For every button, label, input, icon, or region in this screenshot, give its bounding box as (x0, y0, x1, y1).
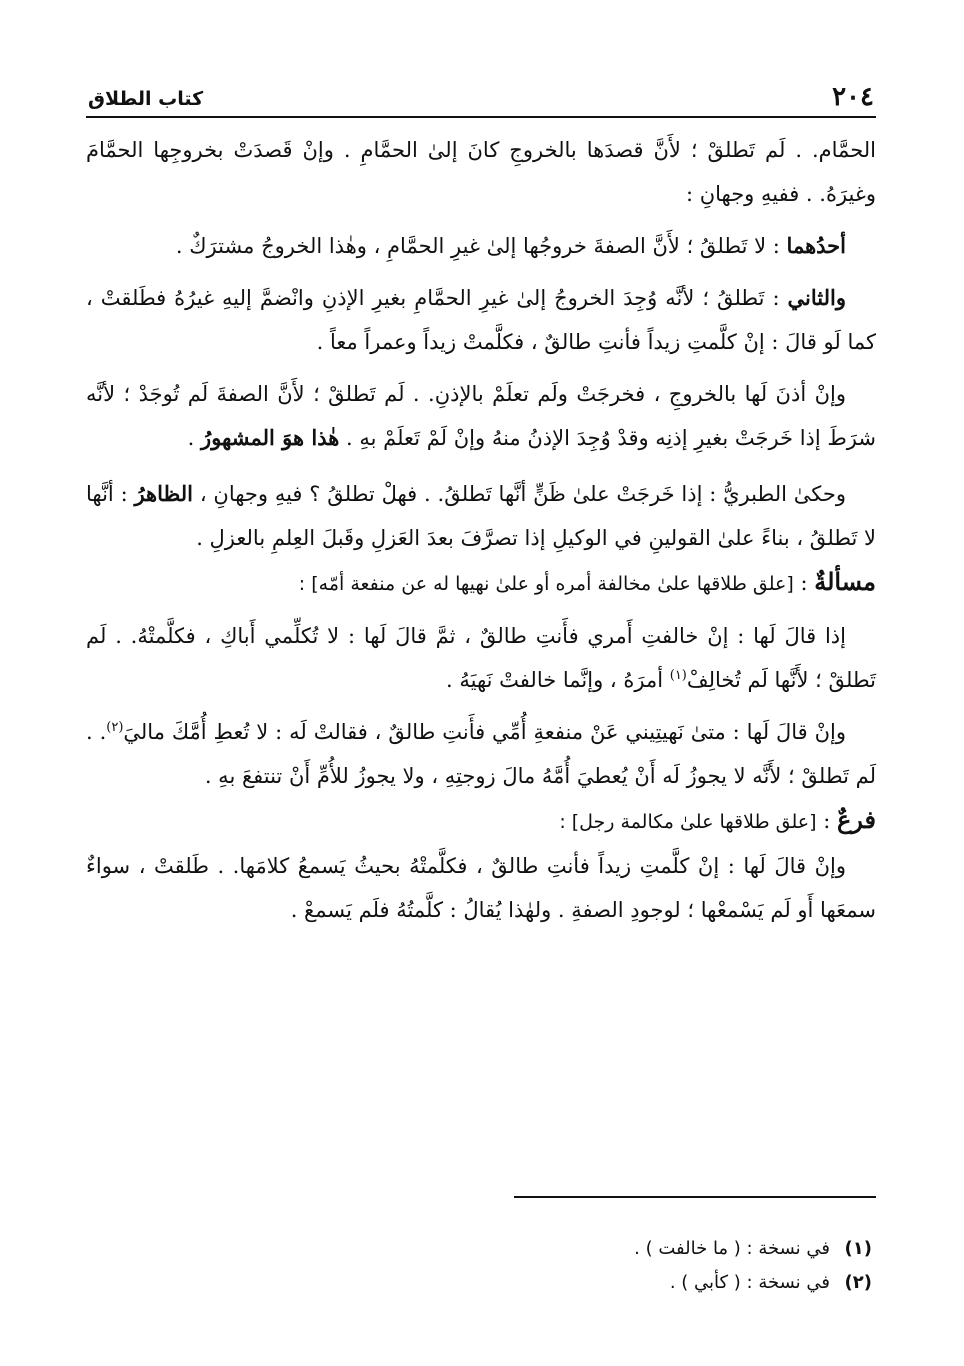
paragraph-text: الحمَّام. . لَم تَطلقْ ؛ لأَنَّ قصدَها بالخروجِ كانَ إلىٰ الحمَّامِ . وإنْ قَصدَتْ بخروجِها الحمَّامَ وغيرَهُ. . ففيهِ وجهانِ : (86, 138, 876, 206)
paragraph-text: وإنْ أذنَ لَها بالخروجِ ، فخرجَتْ ولَم تعلَمْ بالإذنِ. . لَم تَطلقْ ؛ لأَنَّ الصفةَ لَم تُوجَدْ ؛ لأنَّه شرَطَ إذا خَرجَتْ بغيرِ إذنِه وقدْ وُجِدَ الإذنُ منهُ وإنْ لَمْ تَعلَمْ بهِ . (86, 382, 876, 450)
footnote-ref[interactable]: (٢) (106, 720, 124, 735)
running-header (86, 82, 876, 118)
heading-text: [علق طلاقها علىٰ مخالفة أمره أو علىٰ نهيها له عن منفعة أمّه] : (298, 573, 794, 595)
paragraph (86, 276, 876, 364)
footnote-text: في نسخة : ( كأبي ) . (669, 1272, 830, 1293)
paragraph (86, 372, 876, 460)
term-mashhur: هٰذا هوَ المشهورُ (201, 425, 340, 450)
heading-colon: : (823, 809, 831, 833)
heading-keyword: فرعٌ (836, 805, 876, 834)
paragraph-text: . . لَم تَطلقْ ؛ لأَنَّه لا يجوزُ لَه أَنْ يُعطيَ أُمَّهُ مالَ زوجتِهِ ، ولا يجوزُ للأُمِّ أَنْ تنتفعَ بهِ . (86, 720, 876, 788)
paragraph (86, 614, 876, 702)
heading-text: [علق طلاقها علىٰ مكالمة رجل] : (559, 811, 817, 833)
book-title: كتاب الطلاق (88, 88, 204, 110)
heading-keyword: مسألةٌ (814, 567, 876, 596)
page-number: ٢٠٤ (832, 82, 874, 112)
paragraph-text: : أنَّها لا تَطلقُ ، بناءً علىٰ القولينِ في الوكيلِ إذا تصرَّفَ بعدَ العَزلِ وقَبلَ العِلمِ بالعزلِ . (86, 482, 876, 550)
paragraph-text: وحكىٰ الطبريُّ : إذا خَرجَتْ علىٰ ظَنٍّ أنَّها تَطلقُ. . فهلْ تطلقُ ؟ فيهِ وجهانِ ، (199, 482, 846, 506)
paragraph (86, 844, 876, 932)
term-second: والثاني (787, 285, 846, 310)
footnotes (272, 1232, 872, 1300)
heading-colon: : (800, 571, 808, 595)
footnote-mark: (١) (844, 1238, 872, 1259)
paragraph-text: أمرَهُ ، وإنَّما خالفتْ نَهيَهُ . (446, 668, 664, 692)
paragraph-text: : لا تَطلقُ ؛ لأَنَّ الصفةَ خروجُها إلىٰ غيرِ الحمَّامِ ، وهٰذا الخروجُ مشترَكٌ . (175, 234, 780, 258)
paragraph-text: وإنْ قالَ لَها : إنْ كلَّمتِ زيداً فأنتِ طالقٌ ، فكلَّمتْهُ بحيثُ يَسمعُ كلامَها. . طَلقتْ ، سواءٌ سمعَها أَو لَم يَسْمعْها ؛ لوجودِ الصفةِ . ولهٰذا يُقالُ : كلَّمتُهُ فلَم يَسمعْ . (86, 854, 876, 922)
footnote-text: في نسخة : ( ما خالفت ) . (634, 1238, 830, 1259)
section-heading-far (86, 798, 876, 844)
footnote (272, 1232, 872, 1266)
paragraph-text: وإنْ قالَ لَها : متىٰ نَهيتِيني عَنْ منفعةِ أُمِّي فأَنتِ طالقٌ ، فقالتْ لَه : لا تُعطِ أُمَّكَ ماليَ (123, 720, 846, 744)
paragraph-text: : تَطلقُ ؛ لأنَّه وُجِدَ الخروجُ إلىٰ غيرِ الحمَّامِ بغيرِ الإذنِ وانْضمَّ إليهِ غيرُهُ فطَلقتْ ، كما لَو قالَ : إنْ كلَّمتِ زيداً فأنتِ طالقٌ ، فكلَّمتْ زيداً وعمراً معاً . (86, 286, 876, 354)
footnote-mark: (٢) (844, 1272, 872, 1293)
main-text (86, 128, 876, 932)
paragraph (86, 128, 876, 216)
footnote-divider (514, 1196, 876, 1198)
paragraph-end: . (187, 426, 195, 450)
paragraph (86, 472, 876, 560)
paragraph (86, 710, 876, 798)
footnote-ref[interactable]: (١) (669, 668, 687, 683)
term-first: أحدُهما (786, 233, 846, 258)
footnote (272, 1266, 872, 1300)
section-heading-masala (86, 560, 876, 606)
paragraph (86, 224, 876, 268)
paragraph-text: إذا قالَ لَها : إنْ خالفتِ أَمري فأَنتِ طالقٌ ، ثمَّ قالَ لَها : لا تُكلِّمي أَباكِ ، فكلَّمتْهُ. . لَم تَطلقْ ؛ لأَنَّها لَم تُخالِفْ (86, 624, 876, 692)
term-zahir: الظاهرُ (134, 481, 193, 506)
